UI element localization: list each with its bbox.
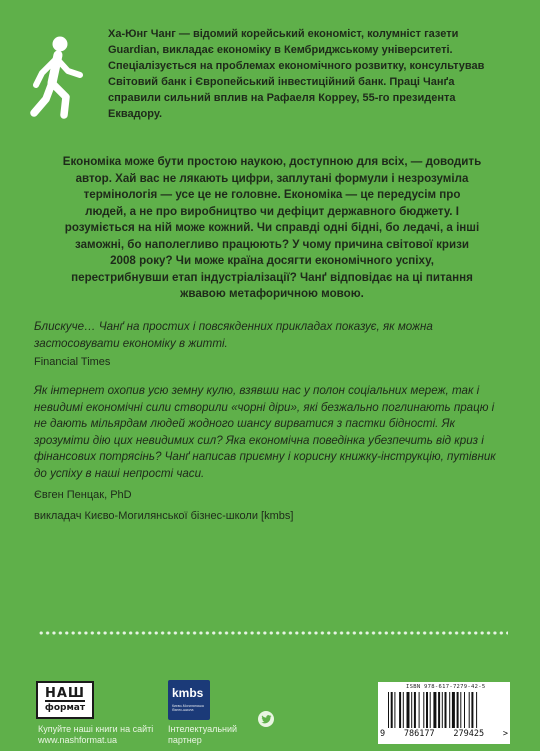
buy-books-text — [38, 724, 188, 746]
review-quote-text: Як інтернет охопив усю земну кулю, взявши нас у полон соціальних мереж, так і невидимі економічні сили створили «чорні діри», які безжально поглинають працю і не дають мільярдам людей жодного шансу вирватися з пастки бідності. Як зрозуміти дію цих невидимих сил? Яка економічна поведінка убезпечить від криз і фінансових потрясінь? Чанґ написав приємну і корисну книжку-інструкцію, путівник до успіху в наші непрості часи. — [34, 384, 496, 480]
review-quote-text: Блискуче… Чанґ на простих і повсякденних прикладах показує, як можна застосовувати економіку в житті. — [34, 320, 433, 350]
barcode-digit-group-2: 279425 — [453, 729, 485, 739]
walking-person-icon — [28, 35, 90, 121]
isbn-number: ISBN 978-617-7279-42-5 — [406, 684, 486, 690]
barcode-bars — [388, 692, 502, 728]
review-author-role: викладач Києво-Могилянської бізнес-школи [kmbs] — [34, 509, 294, 522]
review-quote-pentsak — [34, 383, 509, 525]
publisher-logo-bottom: формат — [44, 702, 86, 713]
review-author: Євген Пенцак, PhD — [34, 488, 132, 501]
review-source: Financial Times — [34, 356, 111, 368]
author-bio-text: — відомий корейський економіст, колумніст газети Guardian, викладає економіку в Кембриджському університеті. Спеціалізується на проблемах економічного розвитку, консультував Світовий банк і Європейський інвестиційний банк. Праці Чанґа справили сильний вплив на Рафаеля Корреу, 55-го президента Еквадору. — [108, 28, 485, 120]
barcode-digits — [380, 729, 508, 739]
intellectual-partner-text — [168, 724, 258, 746]
isbn-barcode — [378, 682, 510, 744]
buy-books-line: Купуйте наші книги на сайті — [38, 724, 154, 734]
kmbs-logo-subtext: Києво-Могилянська бізнес-школа — [172, 704, 204, 712]
author-name: Ха-Юнг Чанг — [108, 28, 176, 40]
nash-format-logo — [36, 681, 94, 719]
publisher-website-link[interactable]: www.nashformat.ua — [38, 735, 118, 745]
publisher-logo-top: НАШ — [44, 685, 85, 701]
partner-line-1: Інтелектуальний — [168, 724, 238, 734]
barcode-digit-group-1: 786177 — [403, 729, 435, 739]
kmbs-logo — [168, 680, 210, 720]
book-description: Економіка може бути простою наукою, доступною для всіх, — доводить автор. Хай вас не лякають цифри, заплутані формули і незрозуміла термінологія — усе це не головне. Економіка — це передусім про людей, а не про виробництво чи дефіцит державного бюджету. І розуміється на ній може кожний. Чи справді одні бідні, бо ледачі, а інші заможні, бо наполегливо працюють? У чому причина світової кризи 2008 року? Чи може країна досягти економічного успіху, перестрибнувши етап індустріалізації? Чанґ відповідає на ці питання жвавою метафоричною мовою. — [62, 155, 482, 300]
dotted-divider — [38, 631, 508, 635]
barcode-digit-marker: > — [502, 729, 508, 739]
partner-line-2: партнер — [168, 735, 202, 745]
twitter-bird-icon[interactable] — [258, 711, 274, 727]
review-quote-ft — [34, 318, 504, 371]
barcode-digit-prefix: 9 — [380, 729, 386, 739]
author-bio — [108, 26, 508, 122]
kmbs-logo-text: kmbs — [172, 686, 204, 700]
